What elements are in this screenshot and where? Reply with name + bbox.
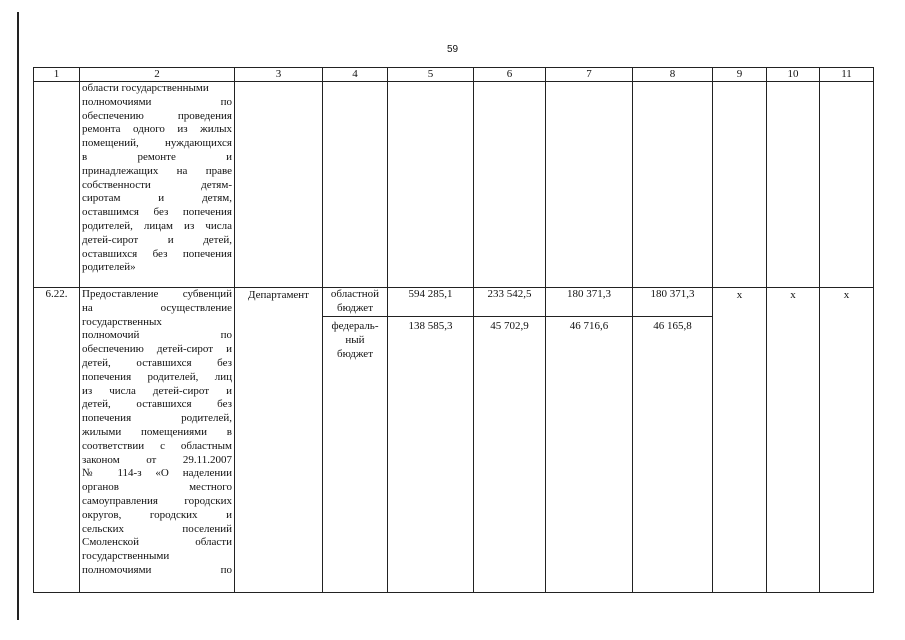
header-cell: 9 — [713, 68, 767, 82]
header-cell: 11 — [820, 68, 874, 82]
amount-col8 — [633, 288, 713, 593]
header-cell: 3 — [235, 68, 323, 82]
budget-table — [33, 67, 874, 593]
empty-cell — [713, 82, 767, 288]
amount-col5 — [388, 288, 474, 593]
regional-amount: 180 371,3 — [633, 288, 712, 317]
empty-cell — [34, 82, 80, 288]
amount-col7 — [546, 288, 633, 593]
col11-mark: х — [820, 288, 874, 593]
header-cell: 10 — [767, 68, 820, 82]
header-cell: 6 — [474, 68, 546, 82]
regional-amount: 594 285,1 — [388, 288, 473, 317]
continuation-text: области государственными полномочиями по обеспечению проведения ремонта одного из жилых помещений, нуждающихся в ремонте и принадлежащих на праве собственности детям- сиротам и детям, оставшимся без попечения родителей, лицам из числа детей-сирот и детей, оставшихся без попечения родителей» — [80, 82, 235, 288]
empty-cell — [323, 82, 388, 288]
empty-cell — [235, 82, 323, 288]
empty-cell — [820, 82, 874, 288]
source-regional: областной бюджет — [323, 288, 387, 317]
empty-cell — [633, 82, 713, 288]
regional-amount: 180 371,3 — [546, 288, 632, 317]
federal-amount: 46 165,8 — [653, 320, 692, 332]
header-cell: 5 — [388, 68, 474, 82]
empty-cell — [388, 82, 474, 288]
col9-mark: х — [713, 288, 767, 593]
row-description: Предоставление субвенций на осуществление государственных полномочий по обеспечению детей-сирот и детей, оставшихся без попечения родителей, лиц из числа детей-сирот и детей, оставшихся без попечения родителей, жилыми помещениями в соответствии с областным законом от 29.11.2007 № 114-з «О наделении органов местного самоуправления городских округов, городских и сельских поселений Смоленской области государственными полномочиями по — [80, 288, 235, 593]
header-row — [34, 68, 874, 82]
funding-source-cell — [323, 288, 388, 593]
empty-cell — [767, 82, 820, 288]
federal-amount: 46 716,6 — [569, 320, 609, 332]
executor-cell: Департамент — [235, 288, 323, 593]
header-cell: 1 — [34, 68, 80, 82]
empty-cell — [474, 82, 546, 288]
amount-col6 — [474, 288, 546, 593]
source-federal: федераль- ный бюджет — [331, 320, 379, 360]
continuation-row — [34, 82, 874, 288]
federal-amount: 45 702,9 — [490, 320, 529, 332]
row-6-22 — [34, 288, 874, 593]
header-cell: 8 — [633, 68, 713, 82]
col10-mark: х — [767, 288, 820, 593]
empty-cell — [546, 82, 633, 288]
federal-amount: 138 585,3 — [408, 320, 453, 332]
regional-amount: 233 542,5 — [474, 288, 545, 317]
header-cell: 7 — [546, 68, 633, 82]
header-cell: 4 — [323, 68, 388, 82]
page-binding-line — [17, 12, 19, 620]
header-cell: 2 — [80, 68, 235, 82]
page-number: 59 — [446, 44, 459, 55]
row-number: 6.22. — [34, 288, 80, 593]
